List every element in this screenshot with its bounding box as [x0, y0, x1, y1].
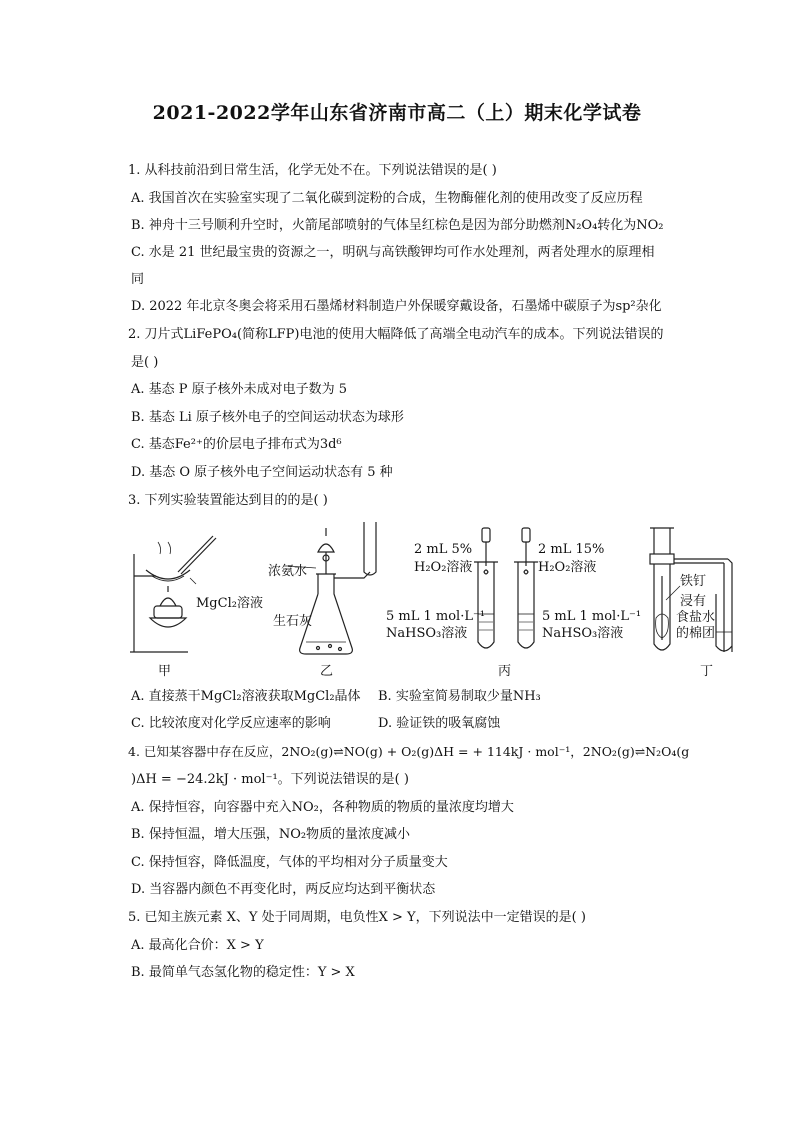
- q1-stem: 1. 从科技前沿到日常生活，化学无处不在。下列说法错误的是( ): [128, 163, 497, 178]
- bing-right-tube: [514, 528, 538, 648]
- q1-option-d: D. 2022 年北京冬奥会将采用石墨烯材料制造户外保暖穿戴设备，石墨烯中碳原子为sp²杂化: [131, 299, 662, 314]
- bing-left-tube: [474, 528, 498, 648]
- q2-stem: 2. 刀片式LiFePO₄(简称LFP)电池的使用大幅降低了高端全电动汽车的成本。下列说法错误的: [128, 327, 664, 342]
- q3-stem: 3. 下列实验装置能达到目的的是( ): [128, 493, 328, 508]
- yi-ammonia-label: 浓氨水: [268, 564, 308, 579]
- bing-left-bottom-2: NaHSO₃溶液: [386, 626, 468, 641]
- q3-option-a: A. 直接蒸干MgCl₂溶液获取MgCl₂晶体: [131, 689, 361, 704]
- q4-option-d: D. 当容器内颜色不再变化时，两反应均达到平衡状态: [131, 882, 436, 897]
- q2-option-b: B. 基态 Li 原子核外电子的空间运动状态为球形: [131, 410, 404, 425]
- q4-option-b: B. 保持恒温，增大压强，NO₂物质的量浓度减小: [131, 827, 411, 842]
- q1-option-c: C. 水是 21 世纪最宝贵的资源之一，明矾与高铁酸钾均可作水处理剂，两者处理水的原理相: [131, 245, 655, 260]
- ding-caption: 丁: [700, 664, 714, 679]
- bing-left-top-1: 2 mL 5%: [414, 542, 473, 557]
- yi-lime-label: 生石灰: [273, 614, 313, 629]
- q4-stem: 4. 已知某容器中存在反应，2NO₂(g)⇌NO(g) + O₂(g)ΔH = + 114kJ · mol⁻¹，2NO₂(g)⇌N₂O₄(g: [128, 744, 690, 759]
- q2-stem-cont: 是( ): [131, 355, 159, 370]
- q2-option-c: C. 基态Fe²⁺的价层电子排布式为3d⁶: [131, 437, 342, 452]
- q2-option-a: A. 基态 P 原子核外未成对电子数为 5: [131, 382, 348, 397]
- q3-option-c: C. 比较浓度对化学反应速率的影响: [131, 716, 331, 731]
- ding-label-3: 的棉团: [676, 626, 716, 641]
- bing-right-bottom-1: 5 mL 1 mol·L⁻¹: [542, 609, 642, 624]
- q3-option-d: D. 验证铁的吸氧腐蚀: [378, 716, 501, 731]
- bing-right-bottom-2: NaHSO₃溶液: [542, 626, 624, 641]
- yi-caption: 乙: [320, 664, 334, 679]
- bing-right-top-2: H₂O₂溶液: [538, 560, 597, 575]
- ding-nail-label: 铁钉: [680, 574, 707, 589]
- q1-option-c-cont: 同: [131, 272, 145, 287]
- q1-option-a: A. 我国首次在实验室实现了二氧化碳到淀粉的合成，生物酶催化剂的使用改变了反应历程: [131, 191, 643, 206]
- q4-stem-cont: )ΔH = −24.2kJ · mol⁻¹。下列说法错误的是( ): [131, 772, 409, 787]
- yi-ammonia-setup: [288, 522, 376, 654]
- jia-mgcl2-label: MgCl₂溶液: [196, 596, 263, 611]
- ding-label-1: 浸有: [680, 594, 707, 609]
- jia-caption: 甲: [158, 664, 172, 679]
- q3-option-b: B. 实验室简易制取少量NH₃: [378, 689, 541, 704]
- q5-option-b: B. 最简单气态氢化物的稳定性：Y > X: [131, 965, 355, 980]
- jia-evaporation-setup: [130, 536, 216, 652]
- q5-option-a: A. 最高化合价：X > Y: [131, 938, 264, 953]
- bing-left-bottom-1: 5 mL 1 mol·L⁻¹: [386, 609, 486, 624]
- q5-stem: 5. 已知主族元素 X、Y 处于同周期，电负性X > Y，下列说法中一定错误的是( ): [128, 910, 586, 925]
- q1-option-b: B. 神舟十三号顺利升空时，火箭尾部喷射的气体呈红棕色是因为部分助燃剂N₂O₄转化为NO₂: [131, 218, 664, 233]
- bing-caption: 丙: [498, 664, 512, 679]
- q3-apparatus-figure: [118, 514, 758, 686]
- q4-option-c: C. 保持恒容，降低温度，气体的平均相对分子质量变大: [131, 855, 448, 870]
- q4-option-a: A. 保持恒容，向容器中充入NO₂，各种物质的物质的量浓度均增大: [131, 800, 514, 815]
- q2-option-d: D. 基态 O 原子核外电子空间运动状态有 5 种: [131, 465, 393, 480]
- bing-left-top-2: H₂O₂溶液: [414, 560, 473, 575]
- ding-label-2: 食盐水: [676, 610, 716, 625]
- bing-right-top-1: 2 mL 15%: [538, 542, 605, 557]
- page-title: 2021-2022学年山东省济南市高二（上）期末化学试卷: [152, 102, 642, 124]
